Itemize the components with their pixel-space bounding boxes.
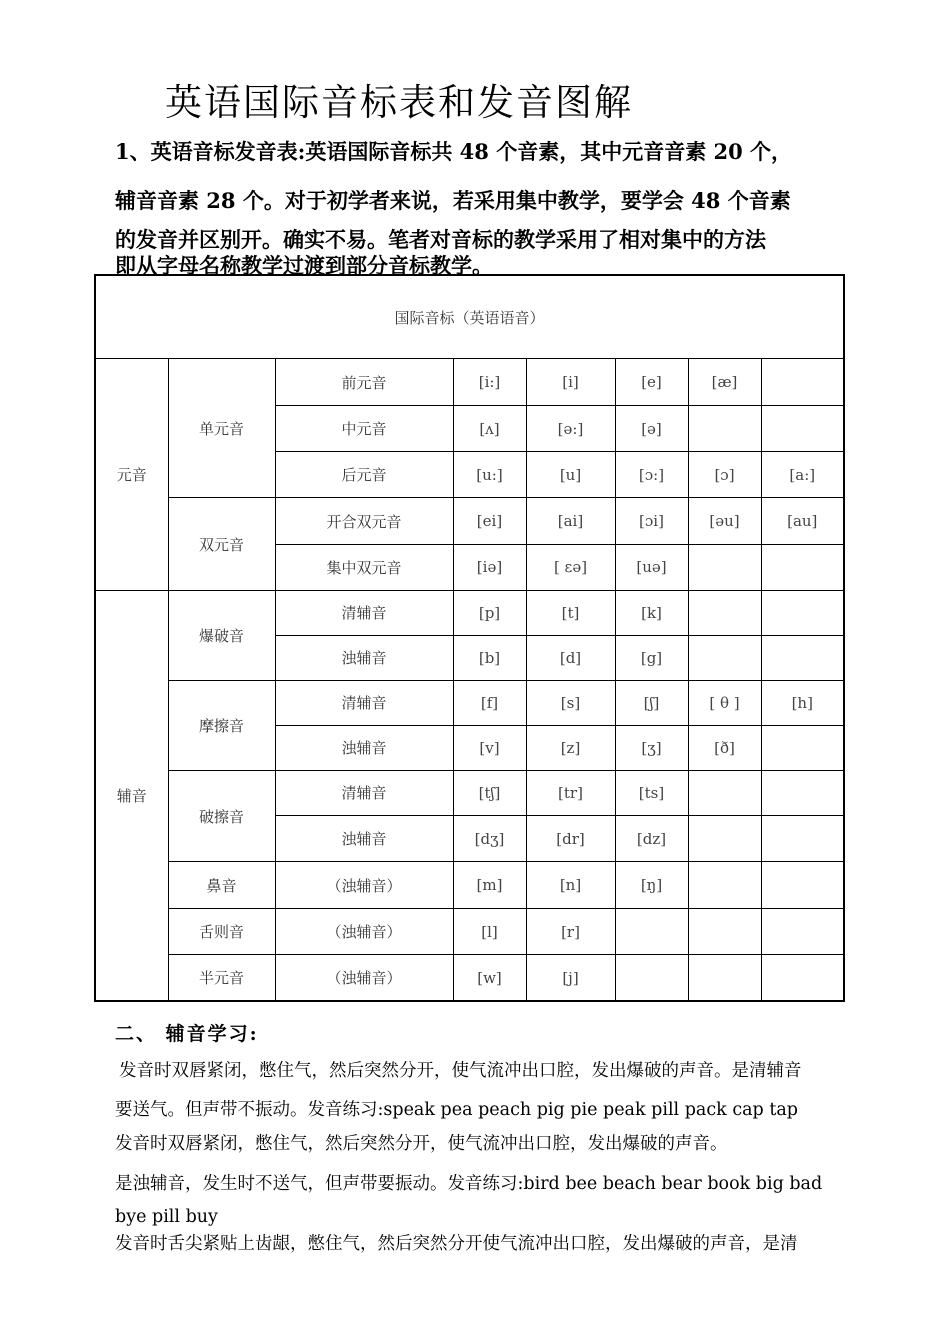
consonant-label: 辅音 <box>95 590 168 1001</box>
ipa-symbol: [iə] <box>453 544 526 590</box>
monophthong-label: 单元音 <box>168 359 275 498</box>
ipa-symbol: [ʌ] <box>453 406 526 452</box>
intro-line-3: 的发音并区别开。确实不易。笔者对音标的教学采用了相对集中的方法 <box>115 227 766 252</box>
ipa-symbol: [əu] <box>688 498 761 544</box>
row-name: （浊辅音） <box>275 955 453 1001</box>
semivowel-label: 半元音 <box>168 955 275 1001</box>
ipa-symbol: [ə:] <box>526 406 615 452</box>
ipa-symbol <box>688 590 761 635</box>
ipa-symbol: [e] <box>615 359 688 406</box>
row-name: 清辅音 <box>275 770 453 815</box>
ipa-symbol <box>761 955 844 1001</box>
ipa-symbol: [s] <box>526 680 615 725</box>
ipa-symbol <box>761 862 844 909</box>
ipa-symbol <box>761 590 844 635</box>
ipa-symbol: [i] <box>526 359 615 406</box>
vowel-label: 元音 <box>95 359 168 590</box>
ipa-symbol <box>761 725 844 770</box>
row-name: 后元音 <box>275 452 453 498</box>
ipa-symbol <box>761 544 844 590</box>
ipa-symbol <box>688 406 761 452</box>
paragraph-line: 发音时双唇紧闭，憋住气，然后突然分开，使气流冲出口腔，发出爆破的声音。 <box>115 1134 728 1154</box>
ipa-symbol: [p] <box>453 590 526 635</box>
ipa-symbol: [t] <box>526 590 615 635</box>
ipa-symbol: [i:] <box>453 359 526 406</box>
ipa-symbol: [ə] <box>615 406 688 452</box>
ipa-symbol: [u:] <box>453 452 526 498</box>
ipa-symbol: [l] <box>453 909 526 955</box>
paragraph-line: 是浊辅音，发生时不送气，但声带要振动。发音练习:bird bee beach bear book big bad <box>115 1174 823 1194</box>
ipa-symbol: [a:] <box>761 452 844 498</box>
ipa-symbol: [ei] <box>453 498 526 544</box>
ipa-symbol: [k] <box>615 590 688 635</box>
diphthong-label: 双元音 <box>168 498 275 590</box>
ipa-symbol: [æ] <box>688 359 761 406</box>
ipa-symbol: [ɔ:] <box>615 452 688 498</box>
ipa-symbol: [r] <box>526 909 615 955</box>
plosive-label: 爆破音 <box>168 590 275 680</box>
ipa-symbol <box>688 862 761 909</box>
row-name: 清辅音 <box>275 590 453 635</box>
ipa-symbol: [uə] <box>615 544 688 590</box>
table-header: 国际音标（英语语音） <box>95 275 844 359</box>
ipa-symbol: [ts] <box>615 770 688 815</box>
ipa-symbol: [z] <box>526 725 615 770</box>
ipa-symbol: [ʃ] <box>615 680 688 725</box>
ipa-symbol <box>688 909 761 955</box>
row-name: 中元音 <box>275 406 453 452</box>
ipa-symbol: [ʒ] <box>615 725 688 770</box>
ipa-symbol: [ɔ] <box>688 452 761 498</box>
ipa-symbol <box>688 544 761 590</box>
ipa-symbol <box>761 770 844 815</box>
ipa-symbol <box>761 359 844 406</box>
row-name: 集中双元音 <box>275 544 453 590</box>
ipa-symbol <box>615 955 688 1001</box>
ipa-symbol <box>761 816 844 862</box>
ipa-symbol: [g] <box>615 635 688 680</box>
ipa-symbol: [dr] <box>526 816 615 862</box>
ipa-symbol: [ð] <box>688 725 761 770</box>
ipa-symbol <box>688 816 761 862</box>
ipa-symbol: [au] <box>761 498 844 544</box>
ipa-symbol <box>761 909 844 955</box>
page-title: 英语国际音标表和发音图解 <box>165 81 633 124</box>
fricative-label: 摩擦音 <box>168 680 275 770</box>
ipa-table <box>94 274 845 1002</box>
row-name: 开合双元音 <box>275 498 453 544</box>
ipa-symbol: [j] <box>526 955 615 1001</box>
ipa-symbol: [tʃ] <box>453 770 526 815</box>
row-name: 浊辅音 <box>275 635 453 680</box>
lateral-label: 舌则音 <box>168 909 275 955</box>
row-name: （浊辅音） <box>275 909 453 955</box>
intro-line-1: 1、英语音标发音表:英语国际音标共 48 个音素，其中元音音素 20 个， <box>115 139 793 164</box>
ipa-symbol: [w] <box>453 955 526 1001</box>
ipa-symbol: [b] <box>453 635 526 680</box>
ipa-symbol: [f] <box>453 680 526 725</box>
intro-line-2: 辅音音素 28 个。对于初学者来说，若采用集中教学，要学会 48 个音素 <box>115 188 791 213</box>
ipa-symbol: [h] <box>761 680 844 725</box>
ipa-symbol <box>761 635 844 680</box>
row-name: 浊辅音 <box>275 725 453 770</box>
intro-line-4: 即从字母名称教学过渡到部分音标教学。 <box>115 253 493 278</box>
paragraph-line: 发音时双唇紧闭，憋住气，然后突然分开，使气流冲出口腔，发出爆破的声音。是清辅音 <box>119 1061 802 1081</box>
affricate-label: 破擦音 <box>168 770 275 861</box>
ipa-symbol: [tr] <box>526 770 615 815</box>
ipa-symbol: [v] <box>453 725 526 770</box>
ipa-symbol: [n] <box>526 862 615 909</box>
ipa-symbol <box>688 770 761 815</box>
ipa-symbol: [ɔi] <box>615 498 688 544</box>
ipa-symbol: [ŋ] <box>615 862 688 909</box>
ipa-symbol: [dz] <box>615 816 688 862</box>
row-name: 浊辅音 <box>275 816 453 862</box>
ipa-symbol: [ θ ] <box>688 680 761 725</box>
ipa-symbol: [d] <box>526 635 615 680</box>
ipa-symbol <box>688 955 761 1001</box>
ipa-symbol: [u] <box>526 452 615 498</box>
paragraph-line: 要送气。但声带不振动。发音练习:speak pea peach pig pie peak pill pack cap tap <box>115 1100 798 1120</box>
nasal-label: 鼻音 <box>168 862 275 909</box>
row-name: 清辅音 <box>275 680 453 725</box>
row-name: 前元音 <box>275 359 453 406</box>
ipa-symbol <box>761 406 844 452</box>
row-name: （浊辅音） <box>275 862 453 909</box>
ipa-symbol: [dʒ] <box>453 816 526 862</box>
ipa-symbol: [m] <box>453 862 526 909</box>
paragraph-line: 发音时舌尖紧贴上齿龈，憋住气，然后突然分开使气流冲出口腔，发出爆破的声音，是清 <box>115 1234 798 1254</box>
ipa-symbol <box>688 635 761 680</box>
ipa-symbol: [ai] <box>526 498 615 544</box>
ipa-symbol <box>615 909 688 955</box>
ipa-symbol: [ εə] <box>526 544 615 590</box>
paragraph-line: bye pill buy <box>115 1207 218 1227</box>
section-heading: 二、 辅音学习: <box>115 1023 259 1045</box>
